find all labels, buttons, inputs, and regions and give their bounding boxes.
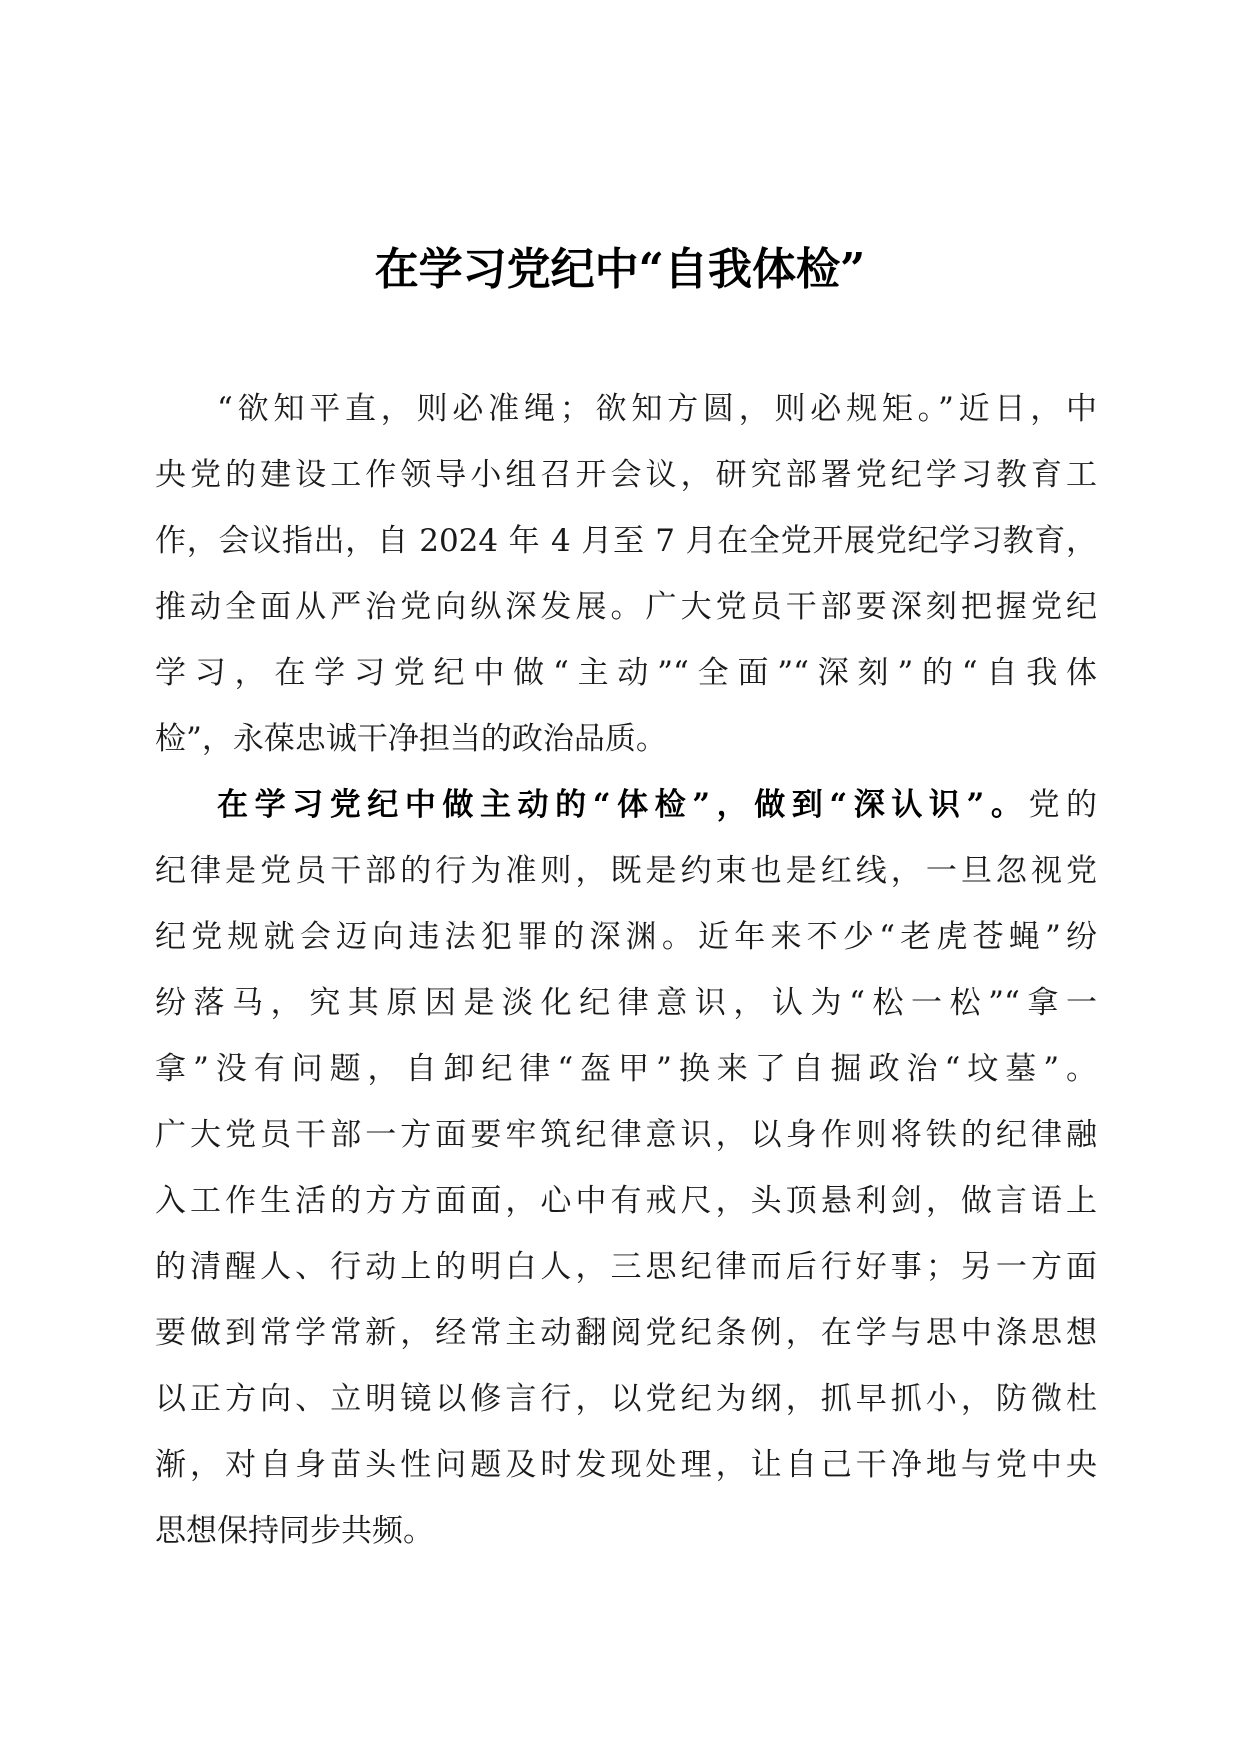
paragraph-lead-line xyxy=(155,772,1097,838)
section-heading: 在学习党纪中做主动的“体检”，做到“深认识”。 xyxy=(217,787,1029,823)
paragraph-line: 纷落马，究其原因是淡化纪律意识，认为“松一松”“拿一 xyxy=(155,985,1097,1021)
paragraph-line: 推动全面从严治党向纵深发展。广大党员干部要深刻把握党纪 xyxy=(155,589,1097,625)
paragraph-line: 以正方向、立明镜以修言行，以党纪为纲，抓早抓小，防微杜 xyxy=(155,1381,1097,1417)
paragraph-line: “欲知平直，则必准绳；欲知方圆，则必规矩。”近日，中 xyxy=(217,391,1097,427)
paragraph-line: 学习，在学习党纪中做“主动”“全面”“深刻”的“自我体 xyxy=(155,655,1097,691)
paragraph-line: 作，会议指出，自 2024 年 4 月至 7 月在全党开展党纪学习教育， xyxy=(155,523,1097,559)
paragraph-line: 要做到常学常新，经常主动翻阅党纪条例，在学与思中涤思想 xyxy=(155,1315,1097,1351)
paragraph-line: 检”，永葆忠诚干净担当的政治品质。 xyxy=(155,721,667,757)
paragraph-line: 渐，对自身苗头性问题及时发现处理，让自己干净地与党中央 xyxy=(155,1447,1097,1483)
paragraph-line: 纪律是党员干部的行为准则，既是约束也是红线，一旦忽视党 xyxy=(155,853,1097,889)
paragraph-line: 拿”没有问题，自卸纪律“盔甲”换来了自掘政治“坟墓”。 xyxy=(155,1051,1097,1087)
page-title: 在学习党纪中“自我体检” xyxy=(374,244,866,295)
paragraph-1 xyxy=(155,376,1097,772)
paragraph-line: 纪党规就会迈向违法犯罪的深渊。近年来不少“老虎苍蝇”纷 xyxy=(155,919,1097,955)
article-body xyxy=(155,376,1097,1564)
paragraph-line: 的清醒人、行动上的明白人，三思纪律而后行好事；另一方面 xyxy=(155,1249,1097,1285)
paragraph-2 xyxy=(155,772,1097,1564)
paragraph-line: 广大党员干部一方面要牢筑纪律意识，以身作则将铁的纪律融 xyxy=(155,1117,1097,1153)
paragraph-line: 央党的建设工作领导小组召开会议，研究部署党纪学习教育工 xyxy=(155,457,1097,493)
lead-tail-text: 党的 xyxy=(1028,787,1098,823)
paragraph-line: 思想保持同步共频。 xyxy=(155,1513,434,1549)
paragraph-line: 入工作生活的方方面面，心中有戒尺，头顶悬利剑，做言语上 xyxy=(155,1183,1097,1219)
